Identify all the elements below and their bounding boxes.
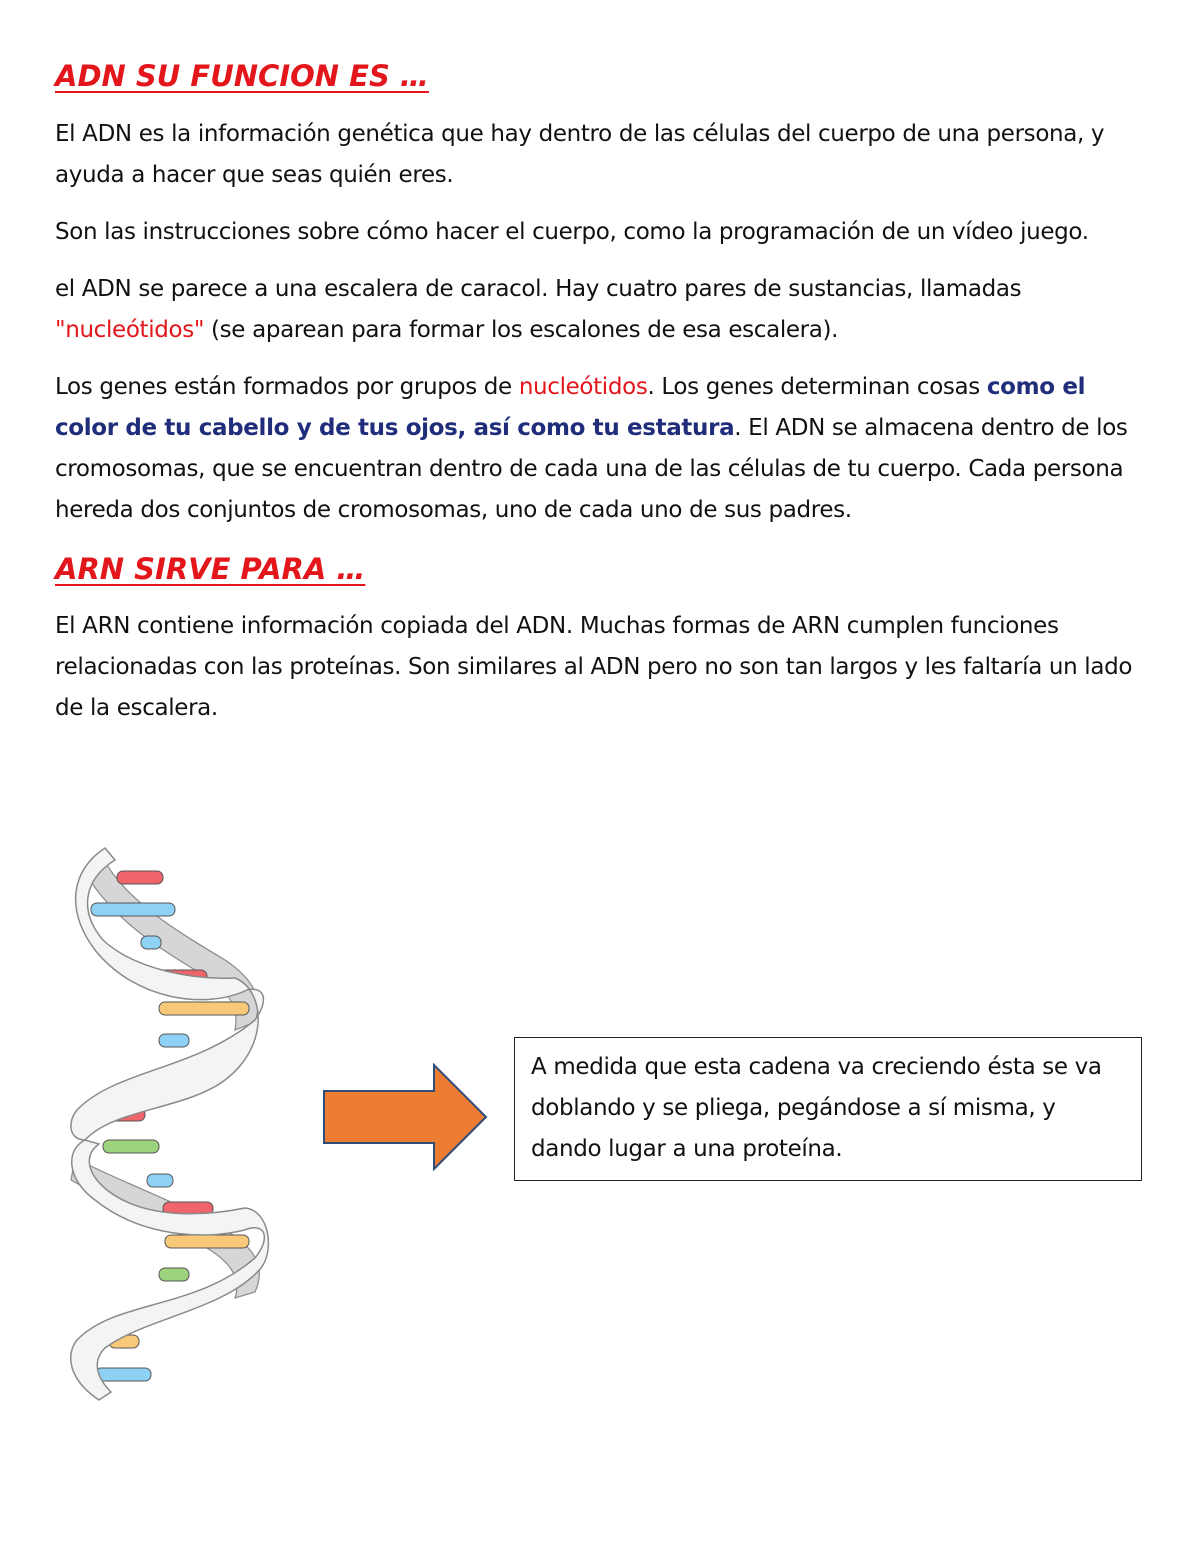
adn-p4-text-end: . El ADN se almacena dentro de los cromosomas, que se encuentran dentro de cada una de las células de tu cuerpo. Cada persona hereda dos conjuntos de cromosomas, uno de cada uno de sus padres. [55, 414, 1128, 523]
adn-paragraph-4 [55, 367, 1150, 531]
base-pair-orange [165, 1235, 249, 1248]
base-pair-blue [147, 1174, 173, 1187]
adn-paragraph-3 [55, 269, 1150, 351]
adn-p3-text-start: el ADN se parece a una escalera de caracol. Hay cuatro pares de sustancias, llamadas [55, 275, 1022, 302]
adn-paragraph-2: Son las instrucciones sobre cómo hacer el cuerpo, como la programación de un vídeo juego. [55, 218, 1089, 245]
arrow-shape [324, 1065, 486, 1169]
right-arrow-icon [322, 1063, 490, 1171]
base-pair-blue [95, 1368, 151, 1381]
base-pair-green [103, 1140, 159, 1153]
adn-p4-text-start: Los genes están formados por grupos de [55, 373, 519, 400]
base-pair-red [117, 871, 163, 884]
callout-text: A medida que esta cadena va creciendo ésta se va doblando y se pliega, pegándose a sí misma, y dando lugar a una proteína. [531, 1054, 1102, 1162]
base-pair-orange [159, 1002, 249, 1015]
adn-p3-text-end: (se aparean para formar los escalones de esa escalera). [204, 316, 839, 343]
callout-text-box [514, 1037, 1142, 1181]
traits-emphasis: como el color de tu cabello y de tus ojos, así como tu estatura [55, 373, 1086, 441]
arn-section-title: ARN SIRVE PARA … [55, 551, 366, 586]
base-pair-blue [141, 936, 161, 949]
arn-paragraph-1: El ARN contiene información copiada del ADN. Muchas formas de ARN cumplen funciones relacionadas con las proteínas. Son similares al ADN pero no son tan largos y les faltaría un lado de la escalera. [55, 613, 1133, 722]
base-pair-green [159, 1268, 189, 1281]
base-pair-blue [91, 903, 175, 916]
nucleotidos-highlight-2: nucleótidos [518, 373, 648, 400]
adn-section-title: ADN SU FUNCION ES … [55, 59, 429, 93]
document-body [55, 58, 1150, 745]
adn-paragraph-1: El ADN es la información genética que hay dentro de las células del cuerpo de una persona, y ayuda a hacer que seas quién eres. [55, 120, 1105, 188]
adn-p4-text-middle: . Los genes determinan cosas [647, 373, 987, 400]
dna-helix-icon [55, 840, 275, 1415]
nucleotidos-highlight: "nucleótidos" [55, 316, 205, 343]
base-pair-blue [159, 1034, 189, 1047]
